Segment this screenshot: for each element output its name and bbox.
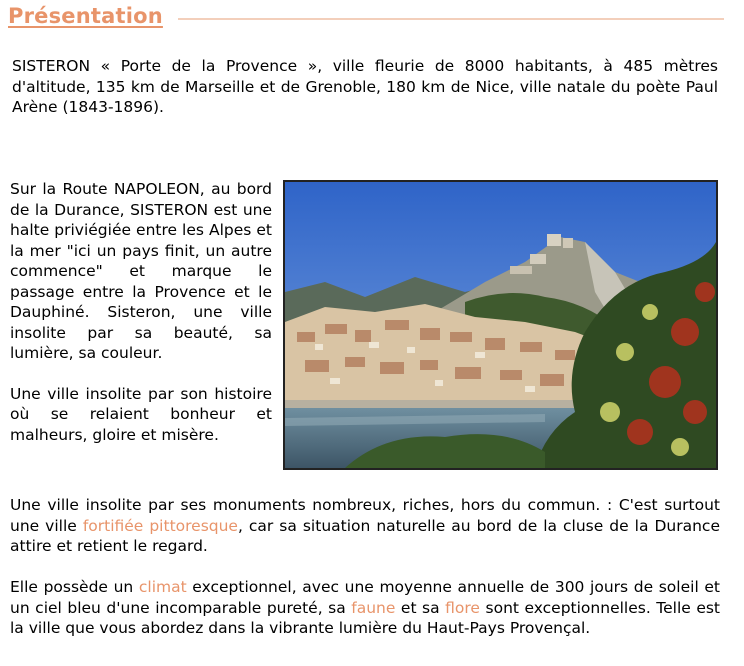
monuments-text-end: , car sa situation naturelle au bord de la cluse de la Durance attire et retient le regard. [10, 516, 720, 555]
page-title: Présentation [8, 4, 163, 28]
left-column-text [10, 179, 272, 465]
flore-link[interactable]: flore [445, 598, 480, 617]
climate-text-3: et sa [395, 598, 446, 617]
climat-link[interactable]: climat [138, 578, 187, 596]
sisteron-photo [283, 180, 718, 470]
climate-paragraph [10, 577, 720, 639]
monuments-paragraph [10, 495, 720, 557]
title-divider [178, 18, 724, 20]
history-paragraph: Une ville insolite par son histoire où se relaient bonheur et malheurs, gloire et misère. [10, 384, 272, 444]
section-header [8, 4, 724, 34]
climate-text-2: exceptionnel, avec une moyenne annuelle de 300 jours de soleil et un ciel bleu d'une incomparable pureté, sa [10, 578, 720, 617]
climate-text-4: sont exceptionnelles. Telle est la ville que vous abordez dans la vibrante lumière du Haut-Pays Provençal. [10, 598, 721, 637]
climate-text-1: Elle possède un [10, 578, 139, 596]
route-napoleon-paragraph: Sur la Route NAPOLEON, au bord de la Durance, SISTERON est une halte priviégiée entre les Alpes et la mer "ici un pays finit, un autre commence" et marque le passage entre la Provence et le Dauphiné. Sisteron, une ville insolite par sa beauté, sa lumière, sa couleur. [10, 180, 272, 362]
fortified-link[interactable]: fortifiée pittoresque [82, 516, 238, 535]
faune-link[interactable]: faune [351, 598, 396, 617]
monuments-text-start: Une ville insolite par ses monuments nombreux, riches, hors du commun. : C'est surtout une ville [10, 496, 720, 535]
sisteron-landscape-illustration [285, 182, 716, 468]
intro-paragraph: SISTERON « Porte de la Provence », ville fleurie de 8000 habitants, à 485 mètres d'altitude, 135 km de Marseille et de Grenoble, 180 km de Nice, ville natale du poète Paul Arène (1843-1896). [12, 57, 718, 116]
